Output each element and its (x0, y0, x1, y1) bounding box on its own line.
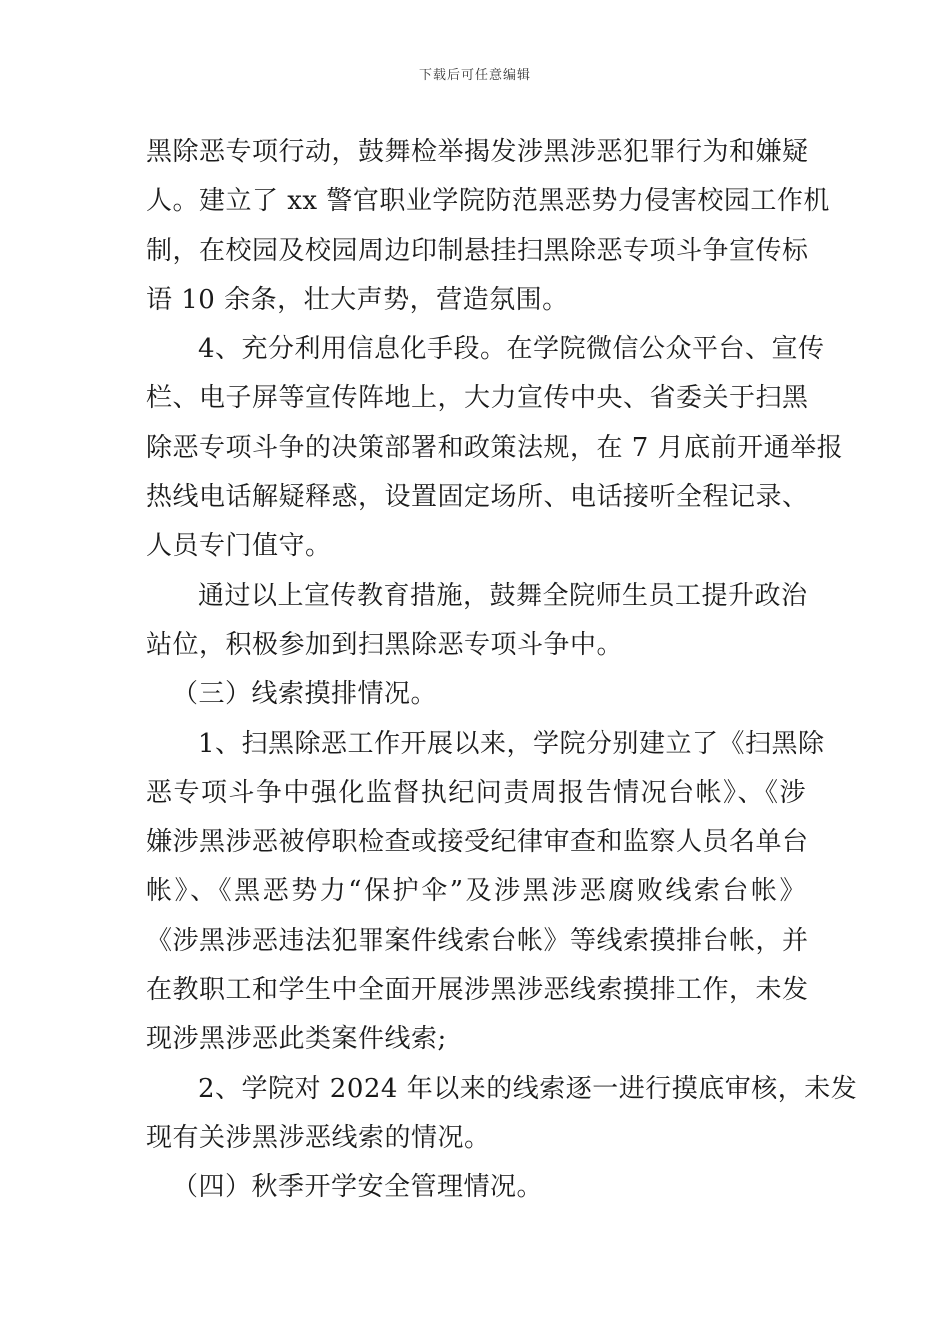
text-line: 栏、电子屏等宣传阵地上，大力宣传中央、省委关于扫黑 (146, 383, 809, 414)
text-line: 2、学院对 2024 年以来的线索逐一进行摸底审核，未发 (198, 1073, 858, 1104)
section-heading: （三）线索摸排情况。 (172, 679, 438, 710)
text-line: 语 10 余条，壮大声势，营造氛围。 (146, 284, 569, 315)
text-line: 通过以上宣传教育措施，鼓舞全院师生员工提升政治 (198, 580, 808, 611)
text-line: 人员专门值守。 (146, 531, 332, 562)
text-line: 站位，积极参加到扫黑除恶专项斗争中。 (146, 629, 624, 660)
document-body (146, 128, 858, 1213)
text-line: 帐》、《黑恶势力“保护伞”及涉黑涉恶腐败线索台帐》 (146, 876, 806, 907)
page-header-note: 下载后可任意编辑 (418, 68, 531, 83)
text-line: 《涉黑涉恶违法犯罪案件线索台帐》等线索摸排台帐，并 (146, 925, 809, 956)
text-line: 恶专项斗争中强化监督执纪问责周报告情况台帐》、《涉 (146, 777, 806, 808)
text-line: 黑除恶专项行动，鼓舞检举揭发涉黑涉恶犯罪行为和嫌疑 (146, 137, 809, 167)
text-line: 制，在校园及校园周边印制悬挂扫黑除恶专项斗争宣传标 (146, 235, 809, 266)
text-line: 嫌涉黑涉恶被停职检查或接受纪律审查和监察人员名单台 (146, 827, 809, 858)
text-line: 在教职工和学生中全面开展涉黑涉恶线索摸排工作，未发 (146, 975, 809, 1006)
text-line: 4、充分利用信息化手段。在学院微信公众平台、宣传 (198, 334, 825, 365)
text-line: 现涉黑涉恶此类案件线索; (146, 1024, 447, 1055)
text-line: 现有关涉黑涉恶线索的情况。 (146, 1122, 491, 1153)
text-line: 1、扫黑除恶工作开展以来，学院分别建立了《扫黑除 (198, 728, 825, 759)
text-line: 除恶专项斗争的决策部署和政策法规，在 7 月底前开通举报 (146, 432, 844, 463)
section-heading: （四）秋季开学安全管理情况。 (172, 1172, 544, 1203)
text-line: 热线电话解疑释惑，设置固定场所、电话接听全程记录、 (146, 482, 809, 513)
text-line: 人。建立了 xx 警官职业学院防范黑恶势力侵害校园工作机 (146, 186, 830, 217)
